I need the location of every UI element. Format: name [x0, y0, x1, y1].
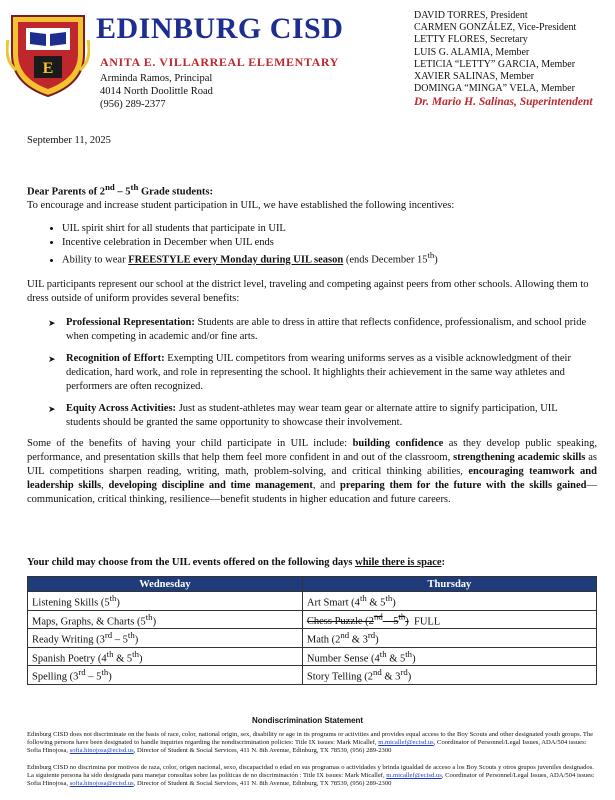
thursday-event: Number Sense (4th & 5th)	[302, 647, 596, 666]
thursday-event: Art Smart (4th & 5th)	[302, 592, 596, 611]
email-link[interactable]: sofia.hinojosa@ecisd.us	[69, 747, 134, 754]
table-row	[28, 610, 597, 629]
events-heading: Your child may choose from the UIL events offered on the following days while there is space:	[27, 557, 446, 568]
list-item: • Ability to wear FREESTYLE every Monday during UIL season (ends December 15th)	[62, 249, 602, 267]
list-item: ➤ Equity Across Activities: Just as student-athletes may wear team gear or alternate attire to signify participation, UIL students should be granted the same opportunity to showcase their involvement.	[48, 403, 558, 428]
phone: (956) 289-2377	[100, 99, 166, 110]
benefits-paragraph: Some of the benefits of having your child participate in UIL include: building confidence as they develop public speaking, performance, and presentation skills that help them feel more confident in and out of the classroom, strengthening academic skills as UIL competitions sharpen reading, writing, math, problem-solving, and critical thinking abilities, encouraging teamwork and leadership skills, developing discipline and time management, and preparing them for the future with the skills gained—communication, critical thinking, resilience—benefit students in higher education and future careers.	[27, 438, 598, 505]
school-name: ANITA E. VILLARREAL ELEMENTARY	[100, 55, 339, 69]
board-member: LETICIA “LETTY” GARCIA, Member	[414, 58, 576, 70]
district-crest	[6, 10, 90, 98]
district-name: EDINBURG CISD	[96, 12, 344, 45]
intro-paragraph: To encourage and increase student participation in UIL, we have established the following incentives:	[27, 200, 455, 211]
wednesday-event: Ready Writing (3rd – 5th)	[28, 629, 303, 648]
arrow-bullet-icon: ➤	[48, 354, 56, 364]
board-member: LETTY FLORES, Secretary	[414, 34, 528, 46]
table-row	[28, 666, 597, 685]
list-item: ➤ Recognition of Effort: Exempting UIL competitors from wearing uniforms serves as a visible acknowledgment of their dedication, hard work, and role in representing the school. It highlights their achievement in the same way athletes and performers are often recognized.	[48, 353, 571, 392]
table-row	[28, 647, 597, 666]
wednesday-event: Spanish Poetry (4th & 5th)	[28, 647, 303, 666]
full-label: FULL	[408, 616, 441, 627]
svg-text:E: E	[42, 60, 54, 77]
thursday-event: Story Telling (2nd & 3rd)	[302, 666, 596, 685]
nondiscrimination-spanish: Edinburg CISD no discrimina por motivos de raza, color, origen nacional, sexo, discapacidad o edad en sus programas o actividades y brinda igualdad de acceso a los Boy Scouts y otros grupos juveniles designados. La siguiente persona ha sido designada para manejar consultas sobre las políticas de no discriminación : Title IX issues: Mark Micallef, m.micallef@ecisd.us, Coordinator of Personnel/Legal Issues, ADA/504 issues: Sofia Hinojosa, sofia.hinojosa@ecisd.us, Director of Student & Social Services, 411 N. 8th Avenue, Edinburg, TX 78539, (956) 289-2300	[27, 764, 595, 787]
nondiscrimination-title: Nondiscrimination Statement	[251, 716, 364, 725]
principal: Arminda Ramos, Principal	[100, 73, 213, 84]
nondiscrimination-english: Edinburg CISD does not discriminate on the basis of race, color, national origin, sex, disability or age in its programs or activities and provides equal access to the Boy Scouts and other designated youth groups. The following persons have been designated to handle inquiries regarding the nondiscrimination policies: Title IX issues: Mark Micallef, m.micallef@ecisd.us, Coordinator of Personnel/Legal Issues, ADA/504 issues: Sofia Hinojosa, sofia.hinojosa@ecisd.us, Director of Student & Social Services, 411 N. 8th Avenue, Edinburg, TX 78539, (956) 289-2300	[27, 731, 594, 754]
list-item: • Incentive celebration in December when UIL ends	[62, 236, 602, 250]
board-member: XAVIER SALINAS, Member	[414, 71, 535, 83]
thursday-event: Chess Puzzle (2nd – 5th) FULL	[302, 610, 596, 629]
board-member: DAVID TORRES, President	[414, 10, 528, 21]
email-link[interactable]: m.micallef@ecisd.us	[386, 772, 442, 779]
board-member: LUIS G. ALAMIA, Member	[414, 46, 530, 58]
wednesday-event: Spelling (3rd – 5th)	[28, 666, 303, 685]
benefits-intro-paragraph: UIL participants represent our school at the district level, traveling and competing against peers from other schools. Allowing them to dress outside of uniform provides several benefits:	[27, 279, 589, 304]
wednesday-event: Maps, Graphs, & Charts (5th)	[28, 610, 303, 629]
list-item: ➤ Professional Representation: Students are able to dress in attire that reflects confidence, professionalism, and school pride when competing in academic and/or fine arts.	[48, 317, 587, 342]
arrow-bullet-icon: ➤	[48, 318, 56, 328]
thursday-event: Math (2nd & 3rd)	[302, 629, 596, 648]
table-row	[28, 592, 597, 611]
list-item: • UIL spirit shirt for all students that participate in UIL	[62, 222, 602, 236]
column-header: Wednesday	[28, 577, 303, 592]
incentive-list	[48, 222, 602, 267]
board-list	[414, 10, 576, 95]
wednesday-event: Listening Skills (5th)	[28, 592, 303, 611]
street-address: 4014 North Doolittle Road	[100, 86, 213, 97]
benefits-list	[48, 316, 593, 438]
board-member: CARMEN GONZÁLEZ, Vice-President	[414, 22, 577, 34]
greeting: Dear Parents of 2nd – 5th Grade students:	[27, 182, 213, 198]
table-row	[28, 629, 597, 648]
superintendent: Dr. Mario H. Salinas, Superintendent	[414, 96, 593, 108]
letter-date: September 11, 2025	[27, 135, 111, 146]
school-address-block	[100, 72, 213, 111]
email-link[interactable]: m.micallef@ecisd.us	[378, 739, 434, 746]
events-table	[27, 576, 597, 685]
email-link[interactable]: sofia.hinojosa@ecisd.us	[69, 780, 134, 787]
arrow-bullet-icon: ➤	[48, 404, 56, 414]
column-header: Thursday	[302, 577, 596, 592]
board-member: DOMINGA “MINGA” VELA, Member	[414, 83, 575, 95]
